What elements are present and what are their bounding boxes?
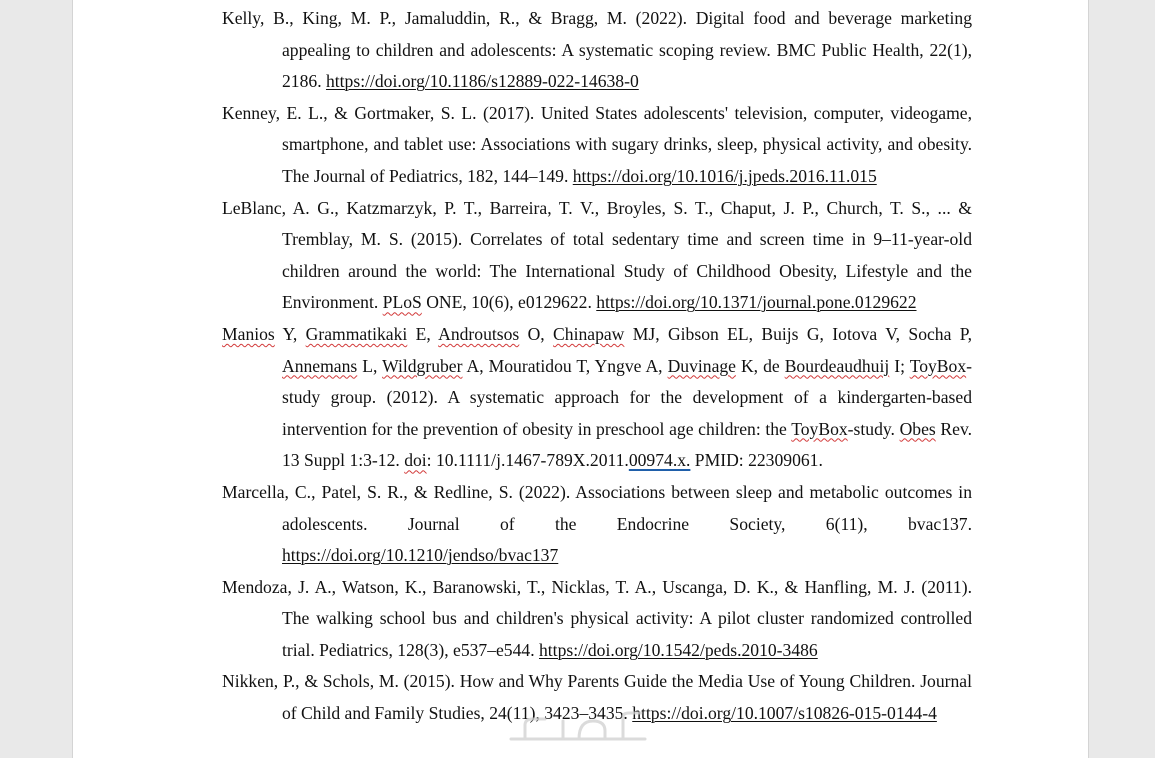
spelling-flag[interactable]: Duvinage xyxy=(667,355,736,376)
reference-leblanc-2015[interactable] xyxy=(222,193,972,319)
reference-text[interactable]: K, de xyxy=(735,355,785,376)
spelling-flag[interactable]: Wildgruber xyxy=(382,355,463,376)
doi-link[interactable]: https://doi.org/10.1186/s12889-022-14638-0 xyxy=(325,71,639,92)
reference-text[interactable]: Kenney, E. L., & Gortmaker, S. L. (2017). United States adolescents' television, computer, videogame, smartphone, and tablet use: Associations with sugary drinks, sleep, physical activity, and obesity. The Journal of Pediatrics, 182, 144–149. xyxy=(222,102,972,186)
reference-text[interactable]: LeBlanc, A. G., Katzmarzyk, P. T., Barreira, T. V., Broyles, S. T., Chaput, J. P., Church, T. S., ... & Tremblay, M. S. (2015). Correlates of total sedentary time and screen time in 9–11-year-old children around the world: The International Study of Childhood Obesity, Lifestyle and the Environment. xyxy=(222,197,972,313)
reference-kelly-2022[interactable] xyxy=(222,3,972,98)
reference-text[interactable]: L, xyxy=(357,355,383,376)
doi-link[interactable]: https://doi.org/10.1210/jendso/bvac137 xyxy=(282,545,559,566)
reference-text[interactable]: E, xyxy=(407,323,439,344)
spelling-flag[interactable]: Bourdeaudhuij xyxy=(784,355,890,376)
spelling-flag[interactable]: Obes xyxy=(899,418,936,439)
reference-nikken-2015[interactable] xyxy=(222,666,972,729)
reference-text[interactable]: -study. xyxy=(847,418,900,439)
spelling-flag[interactable]: Annemans xyxy=(282,355,358,376)
reference-text[interactable]: A, Mouratidou T, Yngve A, xyxy=(462,355,668,376)
spelling-flag[interactable]: Chinapaw xyxy=(553,323,625,344)
spelling-flag[interactable]: ToyBox xyxy=(791,418,848,439)
doi-link[interactable]: https://doi.org/10.1371/journal.pone.0129622 xyxy=(596,292,917,313)
reference-text[interactable]: Kelly, B., King, M. P., Jamaluddin, R., & Bragg, M. (2022). Digital food and beverage marketing appealing to children and adolescents: A systematic scoping review. BMC Public Health, 22(1), 2186. xyxy=(222,8,972,92)
doi-link[interactable]: https://doi.org/10.1542/peds.2010-3486 xyxy=(539,639,818,660)
doi-link[interactable]: https://doi.org/10.1007/s10826-015-0144-4 xyxy=(632,703,937,724)
document-page xyxy=(72,0,1089,758)
reference-text[interactable]: I; xyxy=(889,355,910,376)
spelling-flag[interactable]: Androutsos xyxy=(438,323,520,344)
reference-list xyxy=(222,3,972,730)
reference-manios-2012[interactable] xyxy=(222,319,972,477)
spelling-flag[interactable]: ToyBox xyxy=(909,355,967,376)
reference-text[interactable]: Rev. 13 Suppl 1:3-12. xyxy=(282,418,973,471)
reference-text[interactable]: Nikken, P., & Schols, M. (2015). How and Why Parents Guide the Media Use of Young Children. Journal of Child and Family Studies, 24(11), 3423–3435. xyxy=(222,671,972,724)
reference-text[interactable]: Marcella, C., Patel, S. R., & Redline, S. (2022). Associations between sleep and metabolic outcomes in adolescents. Journal of the Endocrine Society, 6(11), bvac137. xyxy=(222,481,972,534)
reference-text[interactable]: -study group. (2012). A systematic approach for the development of a kindergarten-based intervention for the prevention of obesity in preschool age children: the xyxy=(282,355,972,439)
reference-text[interactable]: O, xyxy=(519,323,554,344)
spelling-flag[interactable]: doi xyxy=(404,450,427,471)
reference-marcella-2022[interactable] xyxy=(222,477,972,572)
grammar-flag[interactable]: 00974.x. xyxy=(628,450,691,471)
spelling-flag[interactable]: Manios xyxy=(222,323,275,344)
reference-text[interactable]: ONE, 10(6), e0129622. xyxy=(421,292,597,313)
reference-text[interactable]: Y, xyxy=(274,323,306,344)
spelling-flag[interactable]: PLoS xyxy=(382,292,422,313)
reference-text[interactable]: MJ, Gibson EL, Buijs G, Iotova V, Socha P, xyxy=(624,323,972,344)
reference-text[interactable]: PMID: 22309061. xyxy=(690,450,823,471)
spelling-flag[interactable]: Grammatikaki xyxy=(305,323,408,344)
reference-text[interactable]: : 10.1111/j.1467-789X.2011. xyxy=(426,450,629,471)
doi-link[interactable]: https://doi.org/10.1016/j.jpeds.2016.11.015 xyxy=(572,165,877,186)
reference-kenney-2017[interactable] xyxy=(222,98,972,193)
reference-mendoza-2011[interactable] xyxy=(222,572,972,667)
reference-text[interactable]: Mendoza, J. A., Watson, K., Baranowski, T., Nicklas, T. A., Uscanga, D. K., & Hanfling, M. J. (2011). The walking school bus and children's physical activity: A pilot cluster randomized controlled trial. Pediatrics, 128(3), e537–e544. xyxy=(222,576,972,660)
